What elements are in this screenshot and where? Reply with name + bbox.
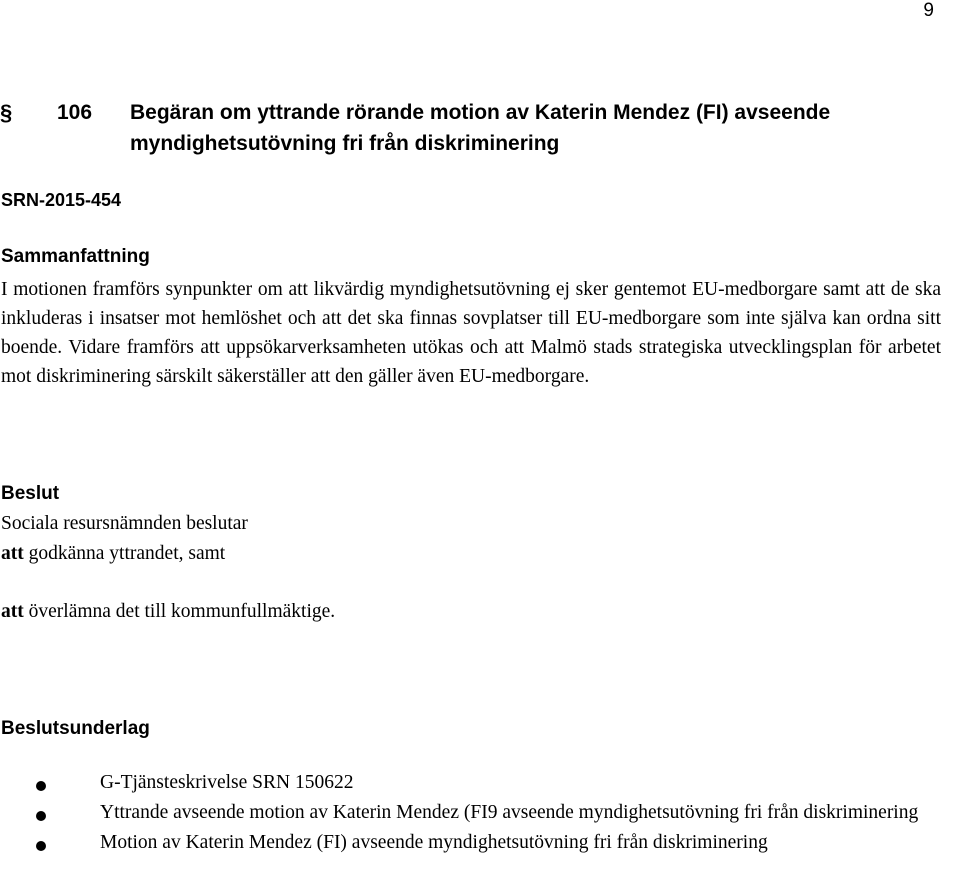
decision-keyword: att: [1, 601, 24, 622]
list-item-text: Motion av Katerin Mendez (FI) avseende myndighetsutövning fri från diskriminering: [100, 832, 768, 853]
summary-text: I motionen framförs synpunkter om att likvärdig myndighetsutövning ej sker gentemot EU-medborgare samt att de ska inkluderas i insatser mot hemlöshet och att det ska finnas sovplatser till EU-medborgare som inte själva kan ordna sitt boende. Vidare framförs att uppsökarverksamheten utökas och att Malmö stads strategiska utvecklingsplan för arbetet mot diskriminering särskilt säkerställer att den gäller även EU-medborgare.: [1, 279, 941, 387]
agenda-item-title: Begäran om yttrande rörande motion av Katerin Mendez (FI) avseende myndighetsutövning fri från diskriminering: [130, 101, 831, 155]
decision-item: [1, 542, 225, 566]
list-item: [0, 768, 960, 797]
decision-item-text: godkänna yttrandet, samt: [23, 543, 226, 564]
decision-intro: Sociala resursnämnden beslutar: [1, 513, 248, 534]
list-item-text: G-Tjänsteskrivelse SRN 150622: [100, 772, 354, 793]
basis-list: [0, 768, 960, 857]
case-number: SRN-2015-454: [1, 190, 122, 210]
paragraph-sign: §: [0, 100, 13, 125]
summary-heading: Sammanfattning: [1, 246, 150, 267]
list-item-text: Yttrande avseende motion av Katerin Mendez (FI9 avseende myndighetsutövning fri från diskriminering: [100, 802, 919, 823]
list-item: [0, 798, 960, 827]
bullet-icon: [36, 841, 46, 851]
decision-item: [1, 600, 335, 624]
agenda-item-number: 106: [57, 101, 93, 124]
bullet-icon: [36, 781, 46, 791]
decision-keyword: att: [1, 543, 24, 564]
bullet-icon: [36, 811, 46, 821]
decision-item-text: överlämna det till kommunfullmäktige.: [23, 601, 336, 622]
list-item: [0, 828, 960, 857]
decision-heading: Beslut: [1, 483, 60, 504]
page-number: 9: [923, 0, 934, 21]
basis-heading: Beslutsunderlag: [1, 718, 150, 739]
